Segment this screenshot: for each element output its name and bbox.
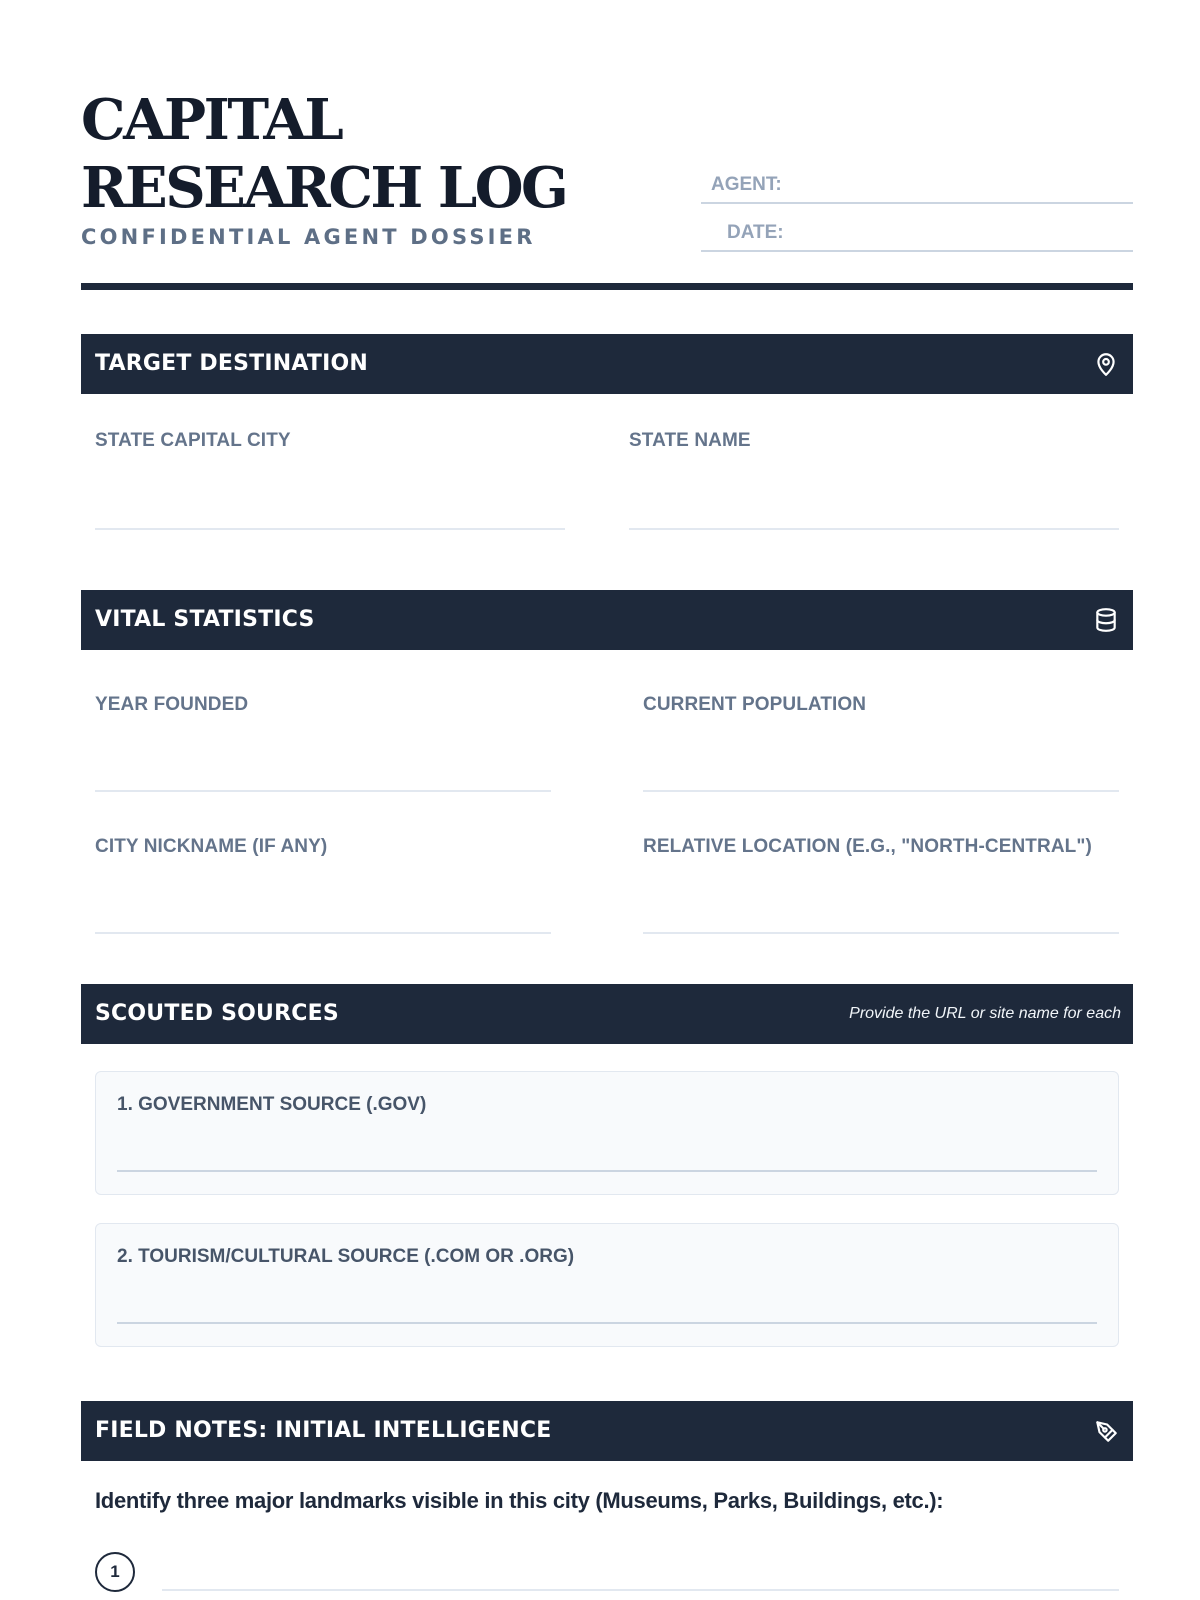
section-title: FIELD NOTES: INITIAL INTELLIGENCE [95, 1418, 552, 1443]
section-bar-sources [81, 984, 1133, 1044]
source-answer-line [117, 1170, 1097, 1172]
source-label: 2. TOURISM/CULTURAL SOURCE (.COM OR .ORG) [117, 1246, 575, 1267]
section-title: SCOUTED SOURCES [95, 1001, 339, 1026]
map-pin-icon [1093, 351, 1119, 377]
landmark-number-badge: 1 [95, 1552, 135, 1592]
field-label: CITY NICKNAME (IF ANY) [95, 836, 328, 857]
source-label: 1. GOVERNMENT SOURCE (.GOV) [117, 1094, 427, 1115]
page-title: CAPITAL RESEARCH LOG [81, 87, 567, 221]
field-label: CURRENT POPULATION [643, 694, 867, 715]
section-bar-target [81, 334, 1133, 394]
state-name-field[interactable] [629, 430, 1119, 530]
pen-nib-icon [1093, 1418, 1119, 1444]
section-note: Provide the URL or site name for each [849, 1005, 1121, 1022]
date-field[interactable] [701, 222, 1133, 252]
field-label: YEAR FOUNDED [95, 694, 249, 715]
header-rule [81, 283, 1133, 290]
section-bar-vital [81, 590, 1133, 650]
government-source-box[interactable] [95, 1071, 1119, 1195]
date-label: DATE: [727, 222, 784, 243]
state-capital-city-field[interactable] [95, 430, 565, 530]
database-icon [1093, 607, 1119, 633]
city-nickname-field[interactable] [95, 836, 551, 934]
landmark-answer-line[interactable] [162, 1589, 1119, 1591]
field-label: RELATIVE LOCATION (E.G., "NORTH-CENTRAL") [643, 836, 1092, 857]
field-label: STATE NAME [629, 430, 751, 451]
page-subtitle: CONFIDENTIAL AGENT DOSSIER [81, 225, 536, 249]
section-title: TARGET DESTINATION [95, 351, 368, 376]
field-label: STATE CAPITAL CITY [95, 430, 291, 451]
relative-location-field[interactable] [643, 836, 1119, 934]
document-header [81, 86, 1133, 290]
source-answer-line [117, 1322, 1097, 1324]
current-population-field[interactable] [643, 694, 1119, 792]
agent-field[interactable] [701, 174, 1133, 204]
agent-label: AGENT: [711, 174, 782, 195]
section-bar-notes [81, 1401, 1133, 1461]
tourism-source-box[interactable] [95, 1223, 1119, 1347]
section-title: VITAL STATISTICS [95, 607, 315, 632]
landmarks-prompt: Identify three major landmarks visible in this city (Museums, Parks, Buildings, etc.): [95, 1488, 944, 1513]
year-founded-field[interactable] [95, 694, 551, 792]
